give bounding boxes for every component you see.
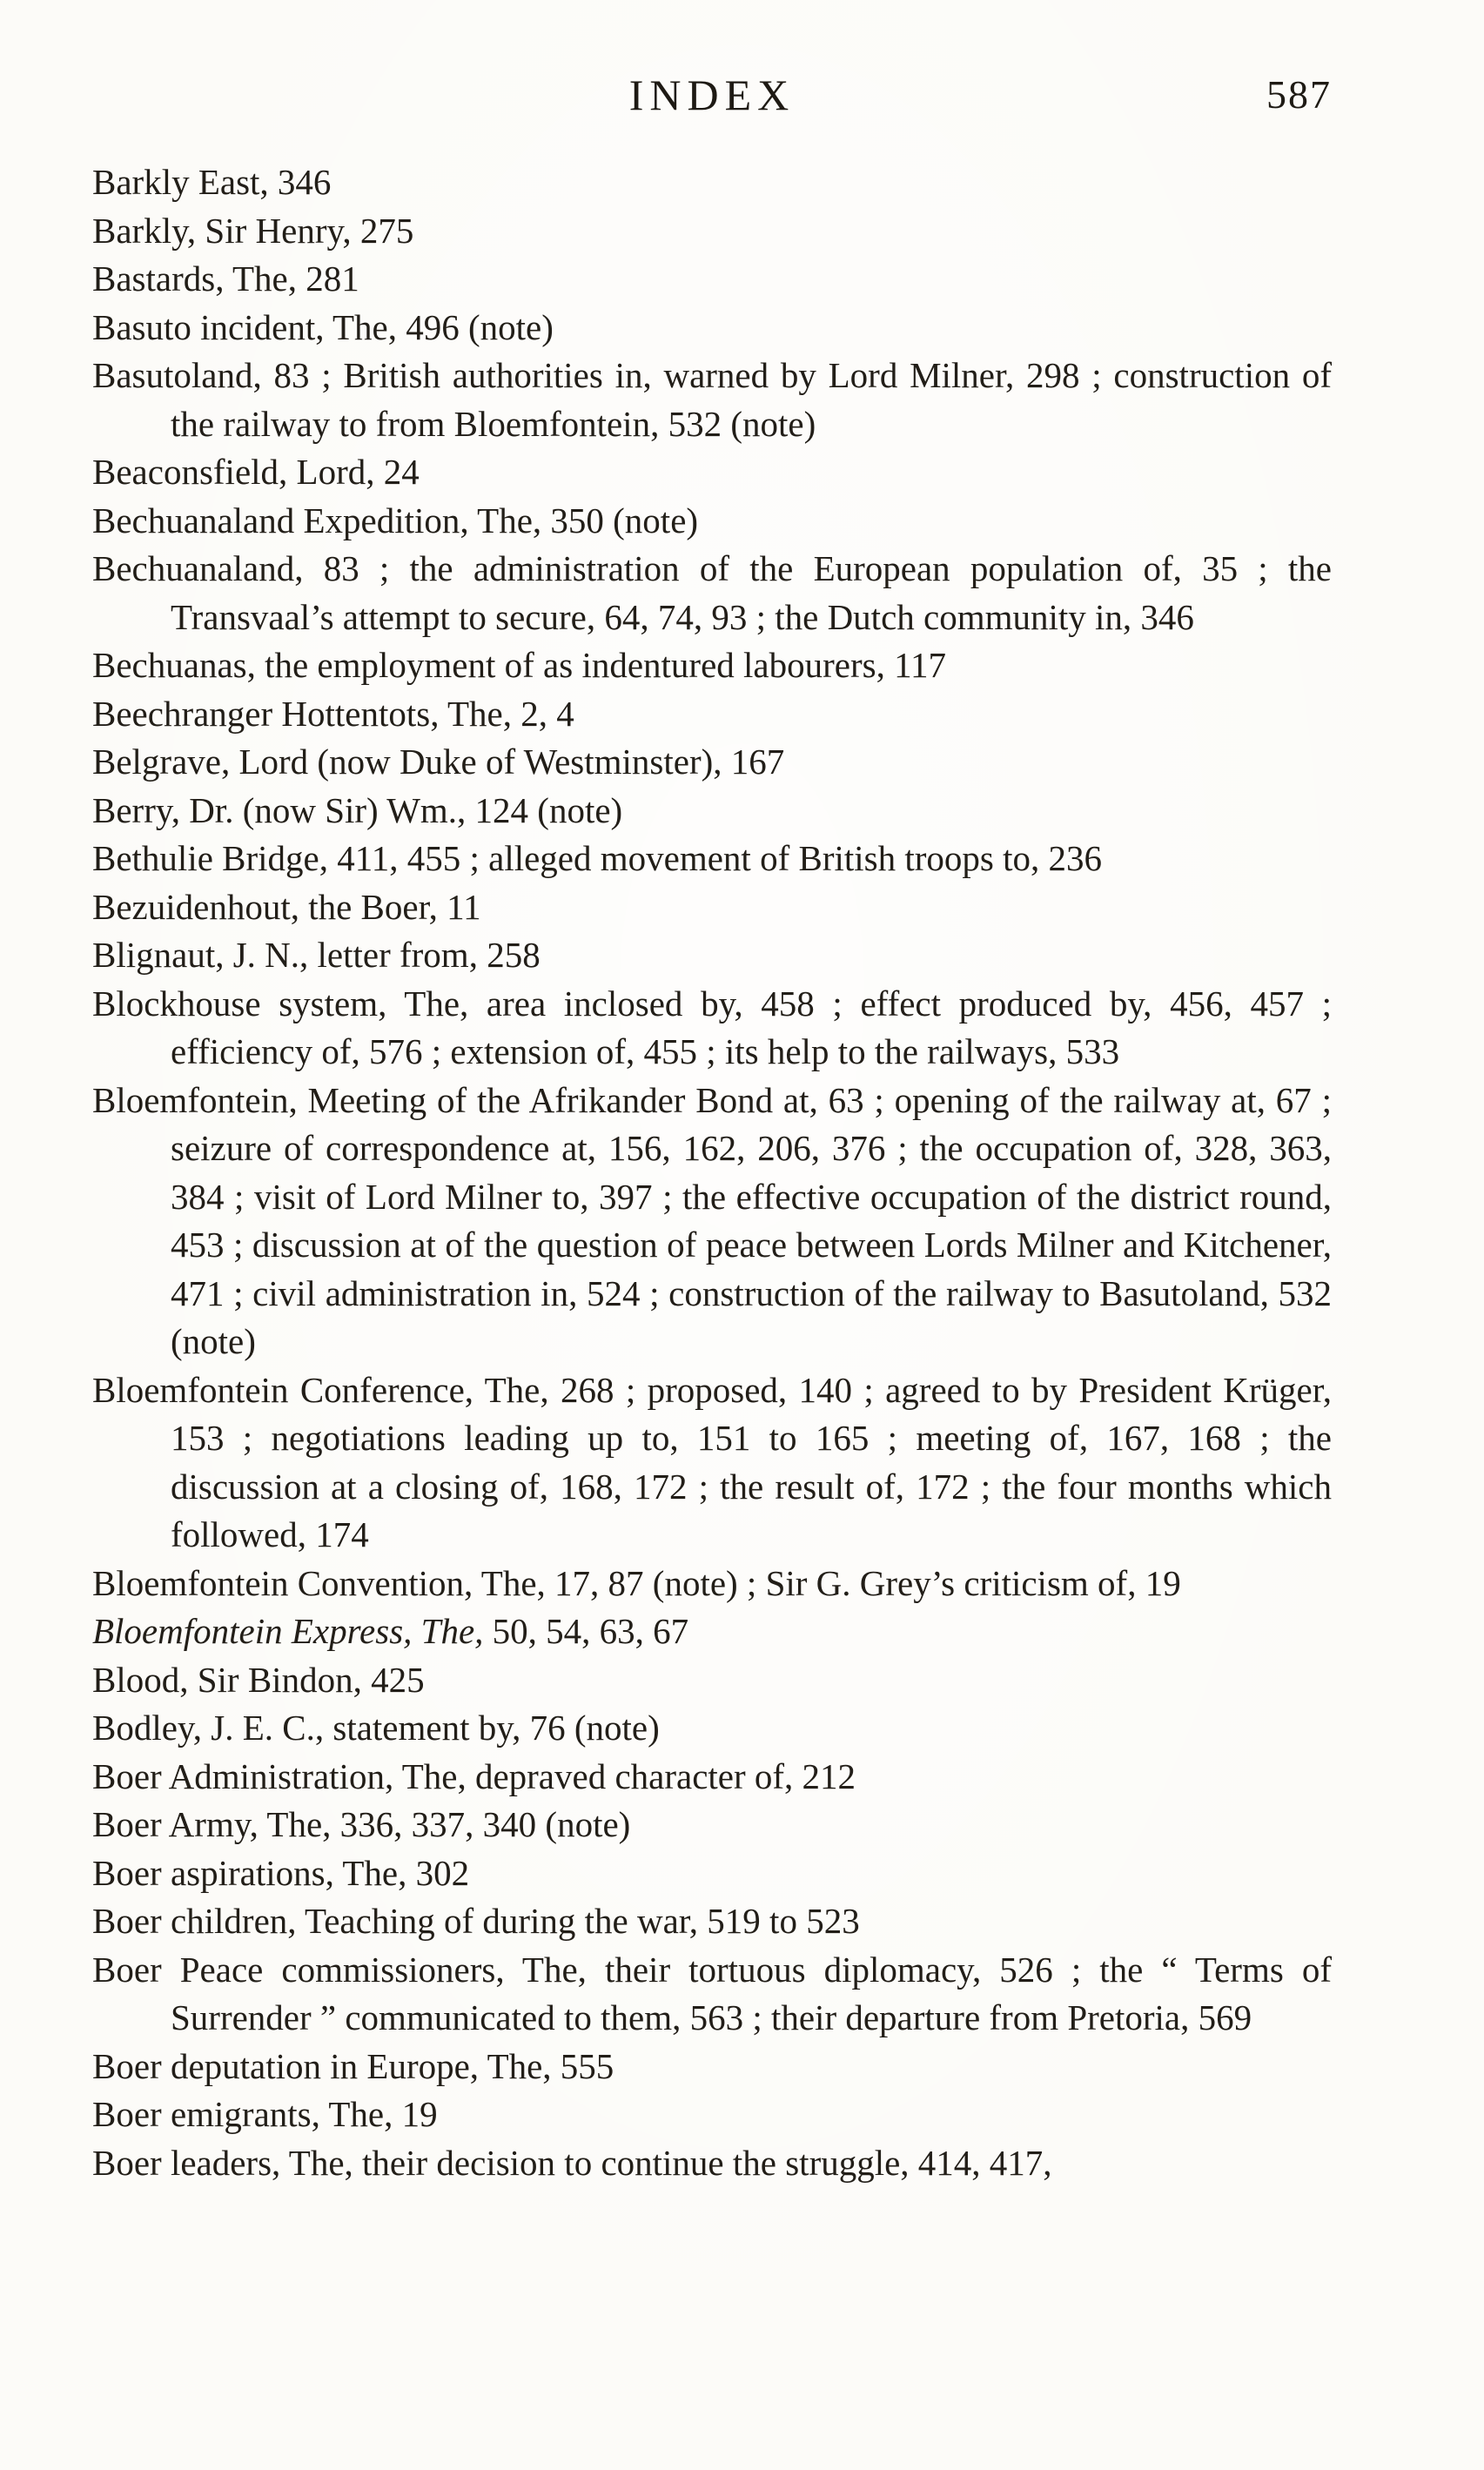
index-entry-text: Blockhouse system, The, area inclosed by, 458 ; effect produced by, 456, 457 ; efficiency of, 576 ; extension of, 455 ; its help to the railways, 533 [92,983,1332,1071]
index-entry-text: Blood, Sir Bindon, 425 [92,1659,425,1700]
index-entry [92,2091,1332,2139]
index-entry-text: Berry, Dr. (now Sir) Wm., 124 (note) [92,789,623,830]
index-entry [92,352,1332,448]
index-entry-text: Bethulie Bridge, 411, 455 ; alleged movement of British troops to, 236 [92,838,1102,878]
index-entry-text: Beechranger Hottentots, The, 2, 4 [92,693,574,734]
index-entry-text: Barkly, Sir Henry, 275 [92,210,414,251]
index-entry-text: Basuto incident, The, 496 (note) [92,306,554,347]
index-entry [92,787,1332,836]
index-entry [92,255,1332,304]
index-entry [92,1704,1332,1753]
index-entry-text: Bechuanas, the employment of as indentured labourers, 117 [92,645,947,685]
index-entries [92,158,1332,2187]
index-entry [92,1656,1332,1705]
index-entry [92,545,1332,641]
index-entry [92,883,1332,932]
index-entry-text: Bechuanaland, 83 ; the administration of the European population of, 35 ; the Transvaal’s attempt to secure, 64, 74, 93 ; the Dutch community in, 346 [92,548,1332,637]
index-entry [92,1849,1332,1898]
index-entry-text: Boer aspirations, The, 302 [92,1852,470,1893]
index-entry-text: Blignaut, J. N., letter from, 258 [92,935,541,975]
index-entry [92,158,1332,207]
index-entry-text: Barkly East, 346 [92,162,332,202]
index-entry-text: Boer leaders, The, their decision to continue the struggle, 414, 417, [92,2142,1052,2183]
page-header [92,70,1332,132]
index-entry-text: Boer emigrants, The, 19 [92,2094,438,2134]
index-entry [92,1608,1332,1656]
index-entry [92,1366,1332,1560]
index-entry-italic: Bloemfontein Express, The, [92,1611,484,1651]
index-entry [92,1560,1332,1608]
index-entry-text: Bloemfontein Convention, The, 17, 87 (note) ; Sir G. Grey’s criticism of, 19 [92,1562,1181,1603]
index-entry [92,2043,1332,2091]
index-entry [92,835,1332,883]
index-entry [92,497,1332,546]
index-entry [92,931,1332,980]
index-entry-text: Boer Peace commissioners, The, their tortuous diplomacy, 526 ; the “ Terms of Surrender ” communicated to them, 563 ; their departure from Pretoria, 569 [92,1949,1332,2037]
index-entry [92,448,1332,497]
index-entry [92,1753,1332,1802]
index-entry-text: Beaconsfield, Lord, 24 [92,452,420,492]
index-entry-text: Bezuidenhout, the Boer, 11 [92,886,481,927]
index-entry-text: Boer Army, The, 336, 337, 340 (note) [92,1804,631,1844]
index-entry [92,1077,1332,1366]
index-entry-text: Boer deputation in Europe, The, 555 [92,2045,614,2086]
index-title: INDEX [628,70,796,119]
index-entry [92,1801,1332,1849]
index-entry-text: Boer Administration, The, depraved character of, 212 [92,1755,856,1796]
index-entry-text: Boer children, Teaching of during the war, 519 to 523 [92,1901,860,1941]
index-entry [92,738,1332,787]
index-entry [92,1897,1332,1946]
index-entry-text: Bloemfontein, Meeting of the Afrikander Bond at, 63 ; opening of the railway at, 67 ; seizure of correspondence at, 156, 162, 206, 376 ; the occupation of, 328, 363, 384 ; visit of Lord Milner to, 397 ; the effective occupation of the district round, 453 ; discussion at of the question of peace between Lords Milner and Kitchener, 471 ; civil administration in, 524 ; construction of the railway to Basutoland, 532 (note) [92,1079,1332,1361]
index-entry-text: Bodley, J. E. C., statement by, 76 (note) [92,1708,660,1748]
index-entry [92,207,1332,256]
index-entry [92,1946,1332,2043]
index-entry [92,641,1332,690]
page-number: 587 [1266,72,1332,117]
index-entry-text: Bloemfontein Conference, The, 268 ; proposed, 140 ; agreed to by President Krüger, 153 ; negotiations leading up to, 151 to 165 ; meeting of, 167, 168 ; the discussion at a closing of, 168, 172 ; the result of, 172 ; the four months which followed, 174 [92,1369,1332,1554]
index-entry-text: Bechuanaland Expedition, The, 350 (note) [92,500,699,540]
index-entry [92,2139,1332,2188]
index-entry [92,980,1332,1077]
index-entry [92,690,1332,739]
index-entry [92,304,1332,352]
index-entry-text: Bastards, The, 281 [92,258,359,299]
index-entry-text: Belgrave, Lord (now Duke of Westminster), 167 [92,742,785,782]
index-entry-text: Basutoland, 83 ; British authorities in, warned by Lord Milner, 298 ; construction of the railway to from Bloemfontein, 532 (note) [92,355,1332,444]
index-entry-text: 50, 54, 63, 67 [483,1611,689,1651]
